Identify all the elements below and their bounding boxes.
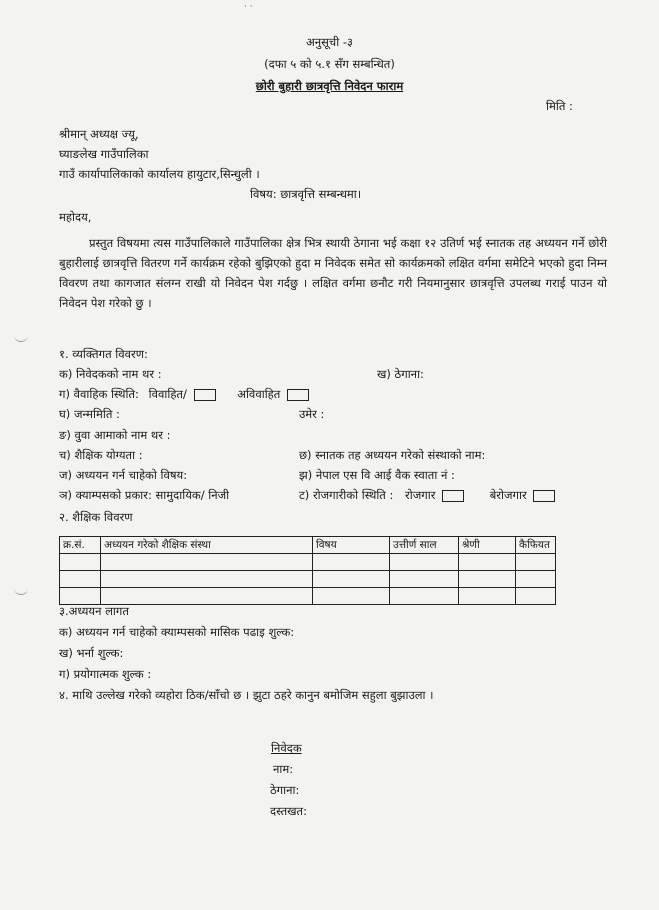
column-header: श्रेणी: [459, 537, 516, 554]
column-header: कैफियत: [516, 537, 556, 554]
table-cell[interactable]: [459, 554, 516, 571]
marital-status-label: ग) वैवाहिक स्थिति:: [59, 387, 139, 401]
married-checkbox[interactable]: [194, 389, 216, 401]
table-cell[interactable]: [60, 554, 101, 571]
marital-status-row: [59, 387, 309, 401]
body-paragraph: प्रस्तुत विषयमा त्यस गाउँपालिकाले गाउँपालिका क्षेत्र भित्र स्थायी ठेगाना भई कक्षा १२ उतिर्ण भई स्नातक तह अध्ययन गर्ने छोरी बुहारीलाई छात्रवृत्ति वितरण गर्ने कार्यक्रम रहेको बुझिएको हुदा म निवेदक समेत सो कार्यक्रमको लक्षित वर्गमा समेटिने भएको हुदा निम्न विवरण तथा कागजात संलग्न राखी यो निवेदन पेश गर्दछु । लक्षित वर्गमा छनौट गरी नियमानुसार छात्रवृत्ति उपलब्ध गराई पाउन यो निवेदन पेश गरेको छु ।: [59, 236, 607, 310]
municipality-line: घ्याङलेख गाउँपालिका: [59, 147, 149, 161]
institution-name-field[interactable]: छ) स्नातक तह अध्ययन गरेको संस्थाको नाम:: [299, 448, 486, 462]
subject-line: विषय: छात्रवृत्ति सम्बन्धमा।: [250, 187, 362, 201]
unemployed-checkbox[interactable]: [533, 490, 555, 502]
scan-mark: · ·: [244, 2, 253, 12]
table-cell[interactable]: [313, 588, 390, 605]
column-header: उत्तीर्ण साल: [390, 537, 459, 554]
education-heading: २. शैक्षिक विवरण: [59, 510, 133, 524]
table-row: [60, 571, 556, 588]
employment-status-label: ट) रोजगारीको स्थिति :: [299, 488, 394, 502]
salutation: महोदय,: [59, 210, 92, 224]
bank-account-field[interactable]: झ) नेपाल एस वि आई वैक स्वाता नं :: [299, 468, 455, 482]
qualification-field[interactable]: च) शैक्षिक योग्यता :: [59, 448, 143, 462]
campus-type-field[interactable]: ञ) क्याम्पसको प्रकार: सामुदायिक/ निजी: [59, 488, 230, 502]
table-cell[interactable]: [459, 588, 516, 605]
applicant-signature-label[interactable]: दस्तखत:: [270, 804, 307, 818]
punch-hole-mark: [14, 333, 28, 342]
admission-fee-field[interactable]: ख) भर्ना शुल्क:: [59, 646, 124, 660]
table-cell[interactable]: [390, 554, 459, 571]
education-table: [59, 536, 556, 605]
date-label: मिति :: [546, 99, 573, 113]
applicant-address-field[interactable]: ख) ठेगाना:: [377, 367, 424, 381]
employed-option-label: रोजगार: [405, 488, 436, 502]
table-cell[interactable]: [101, 571, 313, 588]
table-cell[interactable]: [313, 571, 390, 588]
column-header: अध्ययन गरेको शैक्षिक संस्था: [101, 537, 313, 554]
table-cell[interactable]: [516, 571, 556, 588]
reference-clause: (दफा ५ को ५.१ सँग सम्बन्धित): [264, 57, 395, 71]
unmarried-checkbox[interactable]: [287, 389, 309, 401]
dob-field[interactable]: घ) जन्ममिति :: [59, 407, 120, 421]
column-header: विषय: [313, 537, 390, 554]
monthly-fee-field[interactable]: क) अध्ययन गर्न चाहेको क्याम्पसको मासिक पढाइ शुल्क:: [59, 625, 295, 639]
applicant-address-label[interactable]: ठेगाना:: [270, 783, 300, 797]
declaration-text: ४. माथि उल्लेख गरेको व्यहोरा ठिक/साँचो छ । झुटा ठहरे कानुन बमोजिम सहुला बुझाउला ।: [59, 688, 434, 702]
study-cost-heading: ३.अध्ययन लागत: [59, 604, 129, 618]
table-row: [60, 554, 556, 571]
table-cell[interactable]: [101, 588, 313, 605]
unemployed-option-label: बेरोजगार: [489, 488, 527, 502]
table-cell[interactable]: [313, 554, 390, 571]
table-cell[interactable]: [516, 588, 556, 605]
table-row: [60, 588, 556, 605]
table-cell[interactable]: [60, 571, 101, 588]
married-option-label: विवाहित/: [148, 387, 187, 401]
personal-details-heading: १. व्यक्तिगत विवरण:: [59, 347, 148, 361]
table-cell[interactable]: [459, 571, 516, 588]
table-header-row: [60, 537, 556, 554]
table-cell[interactable]: [60, 588, 101, 605]
employed-checkbox[interactable]: [442, 490, 464, 502]
office-line: गाउँ कार्यापालिकाको कार्यालय हायुटार,सिन्धुली ।: [59, 167, 260, 181]
applicant-heading: निवेदक: [271, 741, 302, 755]
age-field[interactable]: उमेर :: [299, 407, 325, 421]
table-cell[interactable]: [390, 588, 459, 605]
parents-name-field[interactable]: ङ) वुवा आमाको नाम थर :: [59, 428, 171, 442]
punch-hole-mark: [14, 586, 28, 595]
unmarried-option-label: अविवाहित: [237, 387, 281, 401]
applicant-name-field[interactable]: क) निवेदकको नाम थर :: [59, 367, 162, 381]
form-title: छोरी बुहारी छात्रवृत्ति निवेदन फाराम: [255, 79, 404, 93]
table-cell[interactable]: [101, 554, 313, 571]
addressee-line: श्रीमान् अध्यक्ष ज्यू,: [59, 127, 139, 141]
subject-field[interactable]: ज) अध्ययन गर्न चाहेको विषय:: [59, 468, 188, 482]
employment-status-row: [299, 488, 555, 502]
practical-fee-field[interactable]: ग) प्रयोगात्मक शुल्क :: [59, 667, 152, 681]
schedule-number: अनुसूची -३: [305, 35, 353, 49]
applicant-name-label[interactable]: नाम:: [273, 762, 294, 776]
column-header: क्र.सं.: [60, 537, 101, 554]
table-cell[interactable]: [516, 554, 556, 571]
table-cell[interactable]: [390, 571, 459, 588]
